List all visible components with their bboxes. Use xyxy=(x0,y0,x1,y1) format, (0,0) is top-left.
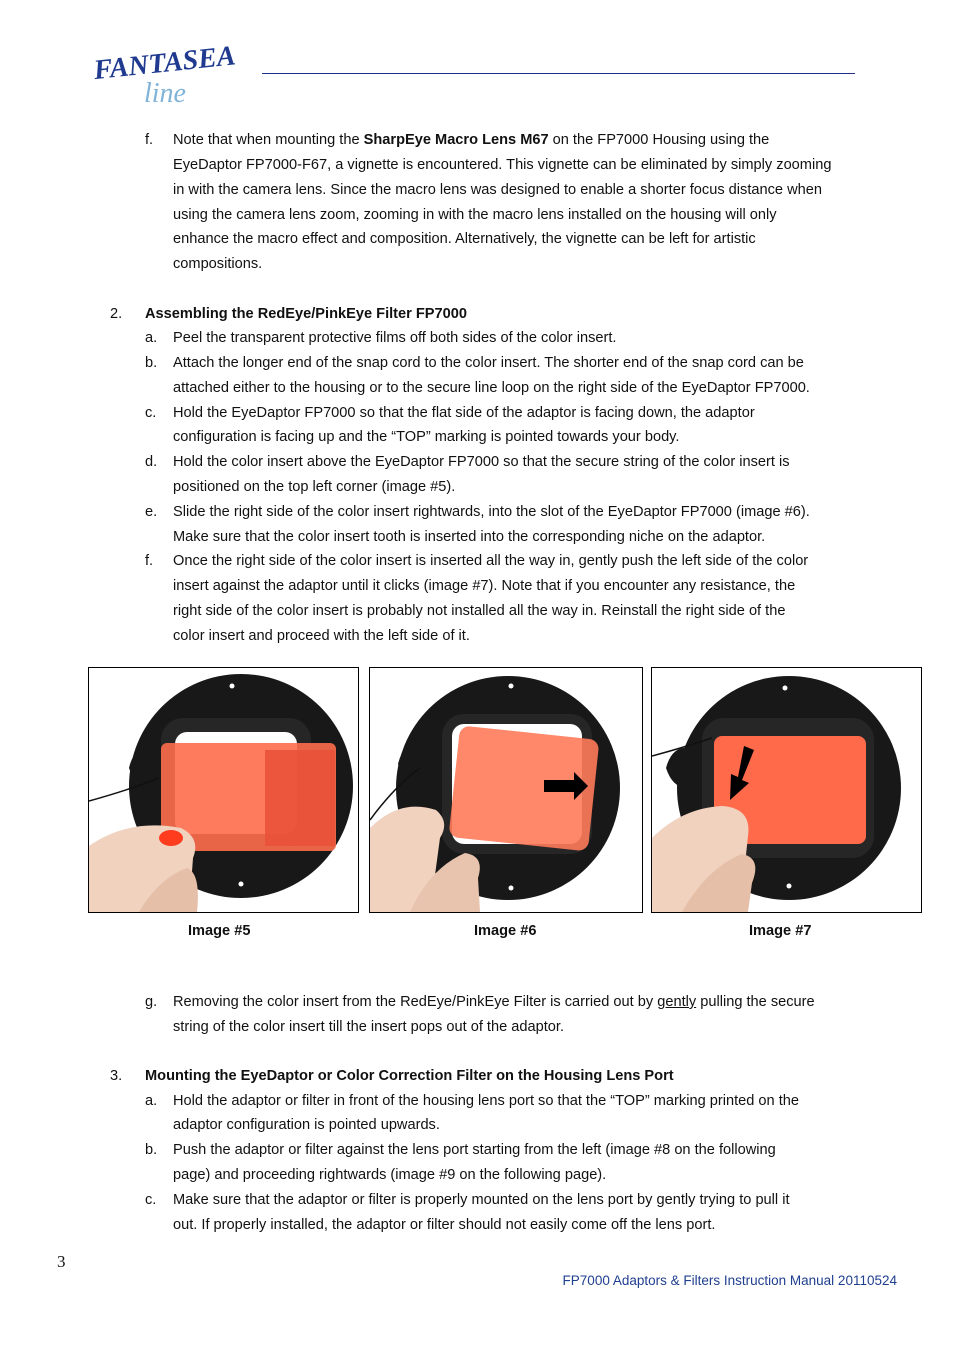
paragraph-line: Note that when mounting the SharpEye Macro Lens M67 on the FP7000 Housing using the xyxy=(173,132,770,148)
paragraph-line: Peel the transparent protective films off both sides of the color insert. xyxy=(173,330,617,346)
paragraph-line: Attach the longer end of the snap cord to the color insert. The shorter end of the snap cord can be xyxy=(173,355,804,371)
paragraph-line: EyeDaptor FP7000-F67, a vignette is encountered. This vignette can be eliminated by simply zooming xyxy=(173,157,832,173)
section-number: 3. xyxy=(110,1068,123,1084)
step-marker: g. xyxy=(145,994,158,1010)
logo-wordmark: FANTASEA xyxy=(92,40,237,87)
logo-subword: line xyxy=(144,78,186,108)
step-marker: b. xyxy=(145,1142,158,1158)
paragraph-line: Once the right side of the color insert is inserted all the way in, gently push the left side of the color xyxy=(173,553,809,569)
paragraph-line: Slide the right side of the color insert rightwards, into the slot of the EyeDaptor FP7000 (image #6). xyxy=(173,504,810,520)
footer-text: FP7000 Adaptors & Filters Instruction Manual 20110524 xyxy=(562,1273,897,1288)
paragraph-line: attached either to the housing or to the secure line loop on the right side of the EyeDaptor FP7000. xyxy=(173,380,810,396)
paragraph-line: color insert and proceed with the left side of it. xyxy=(173,628,470,644)
paragraph-line: enhance the macro effect and composition. Alternatively, the vignette can be left for artistic xyxy=(173,231,756,247)
step-marker: d. xyxy=(145,454,158,470)
paragraph-line: Removing the color insert from the RedEye/PinkEye Filter is carried out by gently pulling the secure xyxy=(173,994,815,1010)
step-marker: c. xyxy=(145,405,157,421)
paragraph-line: configuration is facing up and the “TOP” marking is pointed towards your body. xyxy=(173,429,680,445)
paragraph-line: Hold the adaptor or filter in front of the housing lens port so that the “TOP” marking printed on the xyxy=(173,1093,799,1109)
paragraph-line: right side of the color insert is probably not installed all the way in. Reinstall the right side of the xyxy=(173,603,786,619)
fantasea-logo xyxy=(92,38,242,108)
paragraph-line: using the camera lens zoom, zooming in with the macro lens installed on the housing will only xyxy=(173,207,777,223)
paragraph-line: Make sure that the color insert tooth is inserted into the corresponding niche on the adaptor. xyxy=(173,529,766,545)
photo-image-5 xyxy=(88,667,359,913)
step-marker: b. xyxy=(145,355,158,371)
paragraph-line: string of the color insert till the insert pops out of the adaptor. xyxy=(173,1019,565,1035)
paragraph-line: out. If properly installed, the adaptor or filter should not easily come off the lens port. xyxy=(173,1217,716,1233)
paragraph-line: Push the adaptor or filter against the lens port starting from the left (image #8 on the following xyxy=(173,1142,776,1158)
section-heading: Assembling the RedEye/PinkEye Filter FP7000 xyxy=(145,306,467,322)
section-number: 2. xyxy=(110,306,123,322)
step-marker: e. xyxy=(145,504,158,520)
paragraph-line: in with the camera lens. Since the macro lens was designed to enable a shorter focus distance when xyxy=(173,182,822,198)
step-marker: a. xyxy=(145,1093,158,1109)
paragraph-line: Hold the EyeDaptor FP7000 so that the flat side of the adaptor is facing down, the adaptor xyxy=(173,405,755,421)
image-caption: Image #5 xyxy=(188,923,251,939)
image-caption: Image #6 xyxy=(474,923,537,939)
paragraph-line: positioned on the top left corner (image #5). xyxy=(173,479,456,495)
image-caption: Image #7 xyxy=(749,923,812,939)
step-marker: c. xyxy=(145,1192,157,1208)
photo-image-6 xyxy=(369,667,643,913)
step-marker: f. xyxy=(145,132,154,148)
page-number: 3 xyxy=(57,1252,66,1271)
paragraph-line: Hold the color insert above the EyeDaptor FP7000 so that the secure string of the color insert is xyxy=(173,454,790,470)
paragraph-line: Make sure that the adaptor or filter is properly mounted on the lens port by gently trying to pull it xyxy=(173,1192,790,1208)
paragraph-line: insert against the adaptor until it clicks (image #7). Note that if you encounter any resistance, the xyxy=(173,578,796,594)
step-marker: a. xyxy=(145,330,158,346)
section-heading: Mounting the EyeDaptor or Color Correction Filter on the Housing Lens Port xyxy=(145,1068,674,1084)
paragraph-line: adaptor configuration is pointed upwards. xyxy=(173,1117,440,1133)
paragraph-line: compositions. xyxy=(173,256,263,272)
paragraph-line: page) and proceeding rightwards (image #9 on the following page). xyxy=(173,1167,607,1183)
header-rule xyxy=(262,73,855,74)
photo-image-7 xyxy=(651,667,922,913)
step-marker: f. xyxy=(145,553,154,569)
